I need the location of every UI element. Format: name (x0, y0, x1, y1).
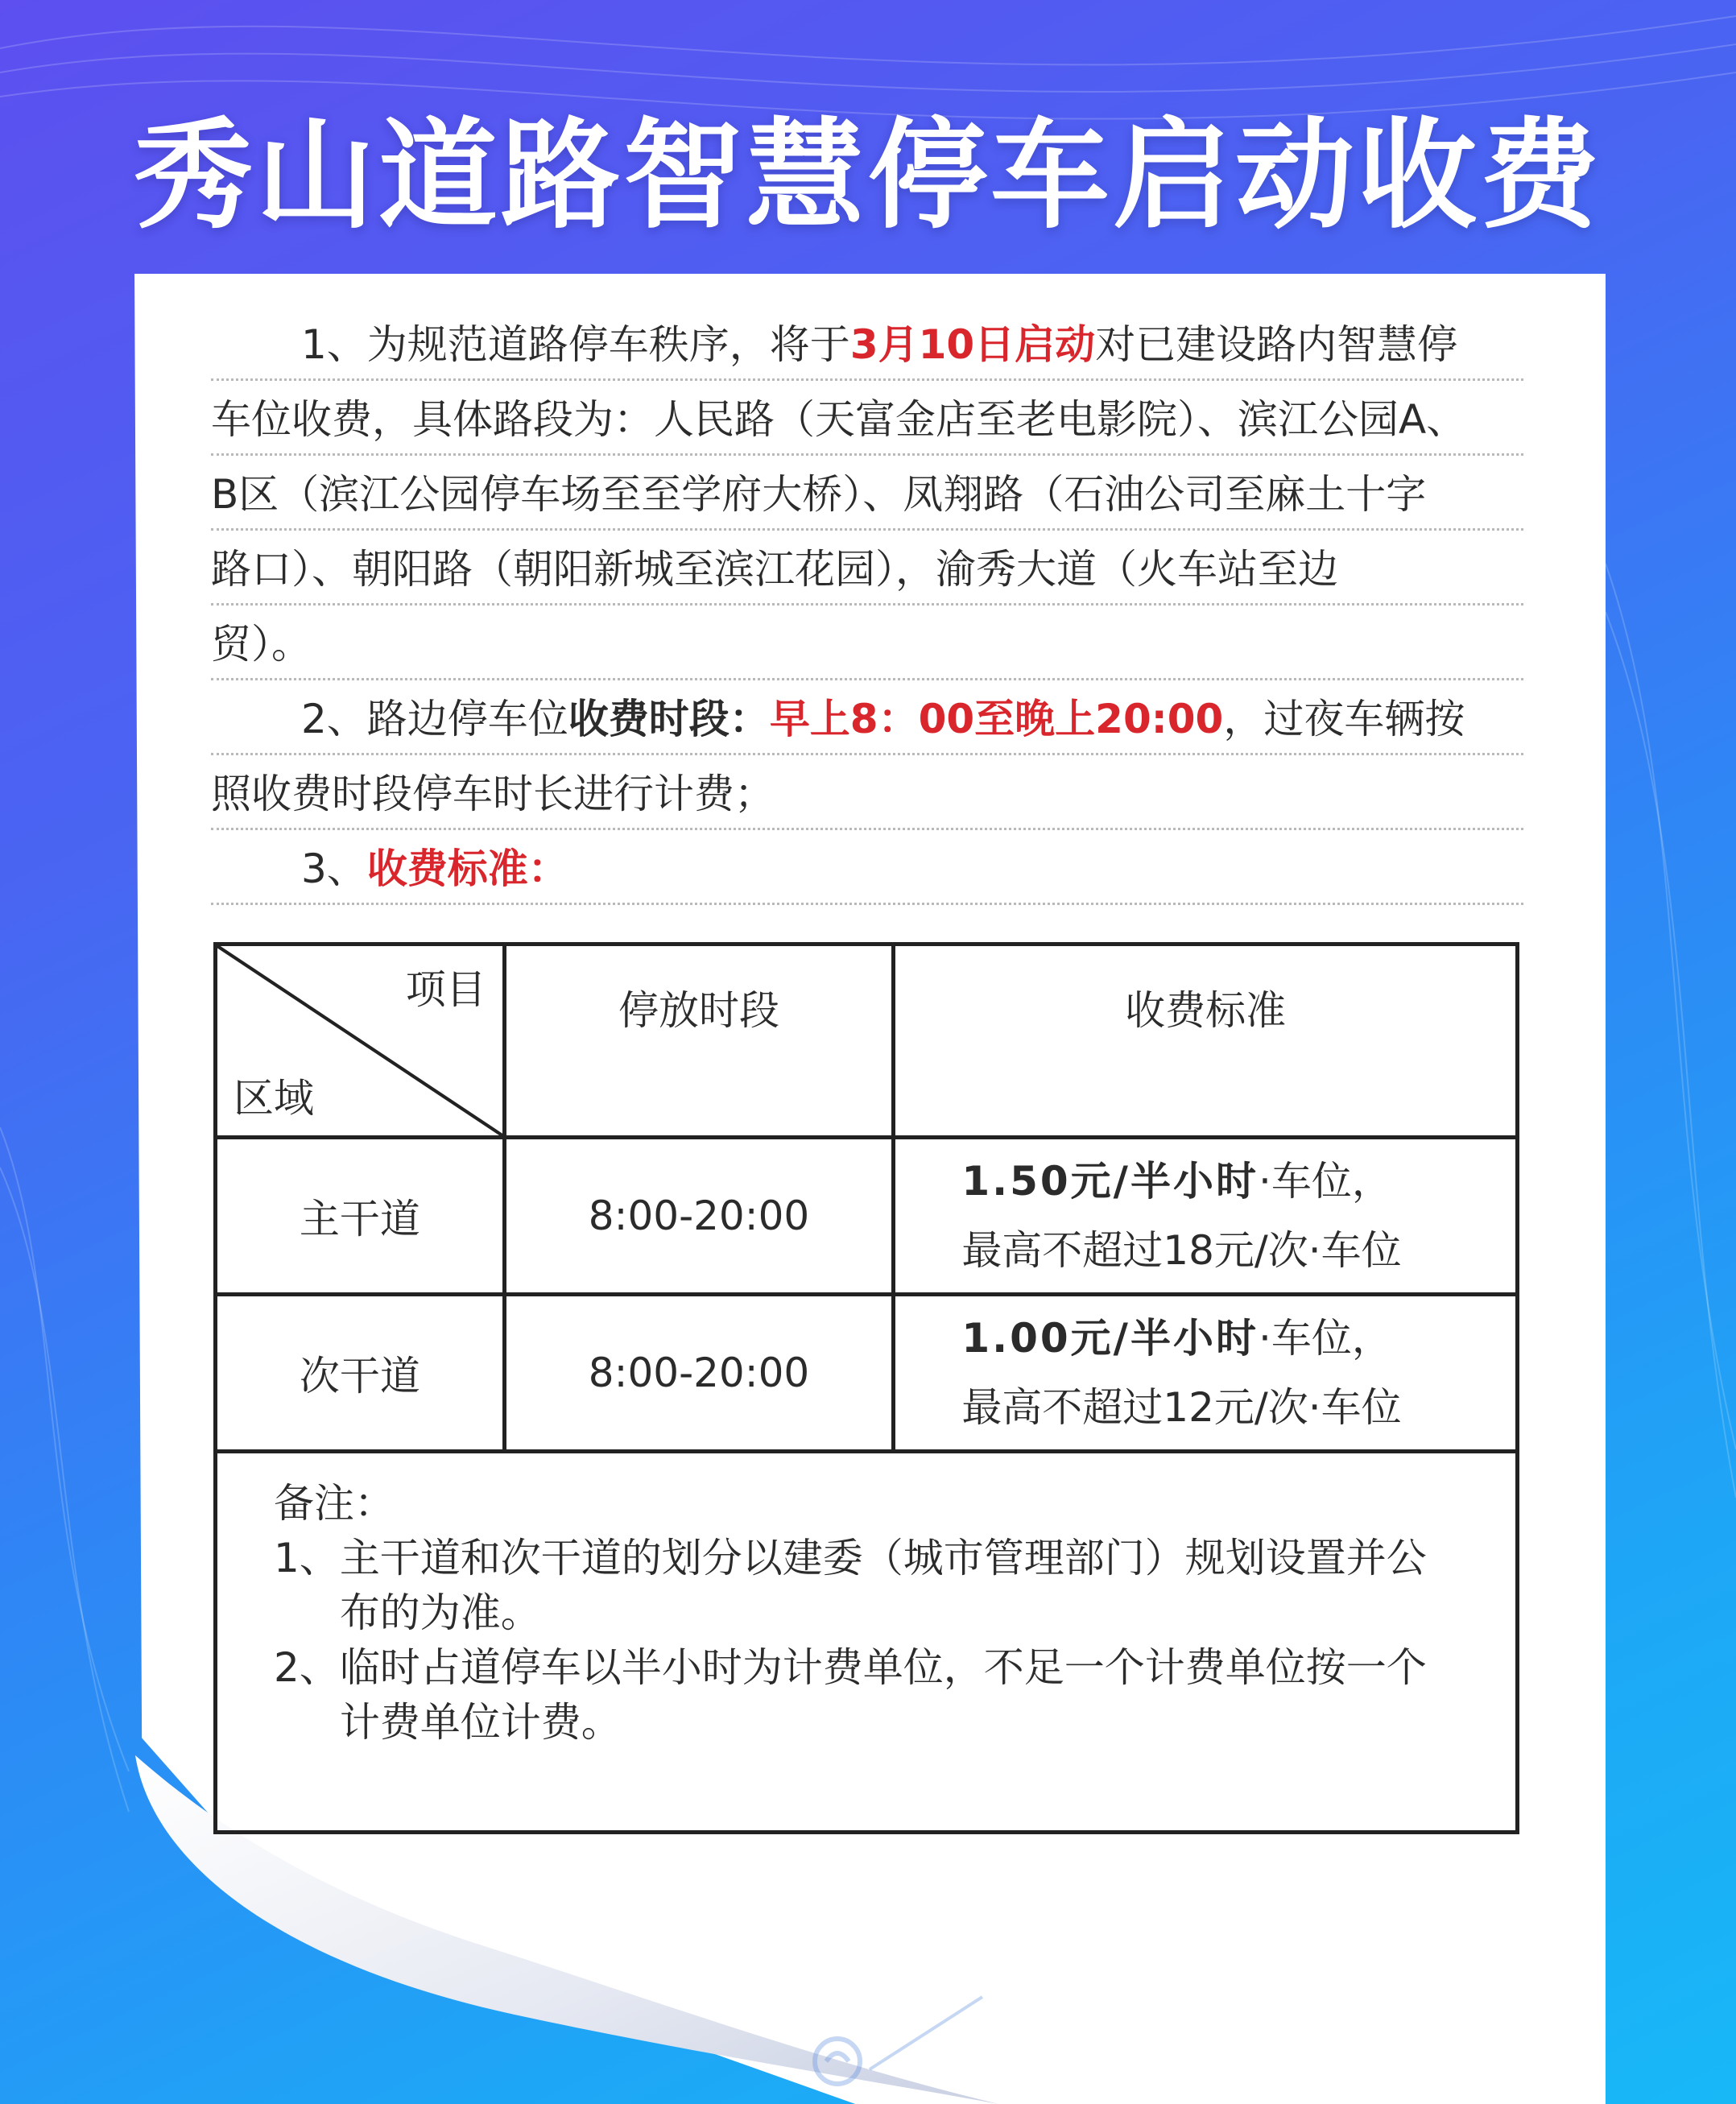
rate-cell: 1.00元/半小时·车位， 最高不超过12元/次·车位 (894, 1295, 1518, 1452)
note-item: 2、 临时占道停车以半小时为计费单位，不足一个计费单位按一个计费单位计费。 (274, 1644, 1427, 1746)
fee-standard-label: 收费标准： (366, 845, 568, 892)
header-standard: 收费标准 (894, 945, 1518, 1138)
notes-cell (216, 1452, 1518, 1833)
table-row (216, 1138, 1518, 1295)
paragraph-2-line-1: 2、路边停车位收费时段：早上8：00至晚上20:00，过夜车辆按 (211, 680, 1523, 755)
notice-body (211, 306, 1523, 905)
header-area-label: 区域 (234, 1075, 314, 1122)
paragraph-1-line-5: 贸）。 (211, 606, 1523, 680)
page-title: 秀山道路智慧停车启动收费 (134, 106, 1602, 245)
fee-table (213, 942, 1519, 1834)
paragraph-1-line-1: 1、为规范道路停车秩序，将于3月10日启动对已建设路内智慧停 (211, 306, 1523, 381)
paragraph-1-line-4: 路口）、朝阳路（朝阳新城至滨江花园），渝秀大道（火车站至边 (211, 531, 1523, 606)
header-period: 停放时段 (504, 945, 894, 1138)
period-cell: 8:00-20:00 (504, 1138, 894, 1295)
rate-cap: 最高不超过18元/次·车位 (961, 1227, 1402, 1274)
paragraph-1-line-3: B区（滨江公园停车场至至学府大桥）、凤翔路（石油公司至麻土十字 (211, 456, 1523, 531)
start-date-highlight: 3月10日启动 (849, 321, 1096, 368)
paragraph-2-line-2: 照收费时段停车时长进行计费； (211, 755, 1523, 830)
rate-cell: 1.50元/半小时·车位， 最高不超过18元/次·车位 (894, 1138, 1518, 1295)
paragraph-1-line-2: 车位收费，具体路段为：人民路（天富金店至老电影院）、滨江公园A、 (211, 381, 1523, 456)
note-item: 1、 主干道和次干道的划分以建委（城市管理部门）规划设置并公布的为准。 (274, 1535, 1427, 1636)
rate-value: 1.00元/半小时 (961, 1315, 1259, 1362)
xiushan-logo-icon (797, 1981, 1006, 2094)
table-header-row (216, 945, 1518, 1138)
charge-hours-highlight: 早上8：00至晚上20:00 (769, 696, 1224, 742)
header-item-label: 项目 (405, 966, 486, 1013)
notes-row (216, 1452, 1518, 1833)
rate-cap: 最高不超过12元/次·车位 (961, 1384, 1402, 1431)
notes-title: 备注： (274, 1480, 395, 1527)
area-cell: 次干道 (216, 1295, 505, 1452)
diagonal-header-cell (216, 945, 505, 1138)
period-cell: 8:00-20:00 (504, 1295, 894, 1452)
table-row (216, 1295, 1518, 1452)
paragraph-3-line: 3、收费标准： (211, 830, 1523, 905)
area-cell: 主干道 (216, 1138, 505, 1295)
rate-value: 1.50元/半小时 (961, 1158, 1259, 1205)
